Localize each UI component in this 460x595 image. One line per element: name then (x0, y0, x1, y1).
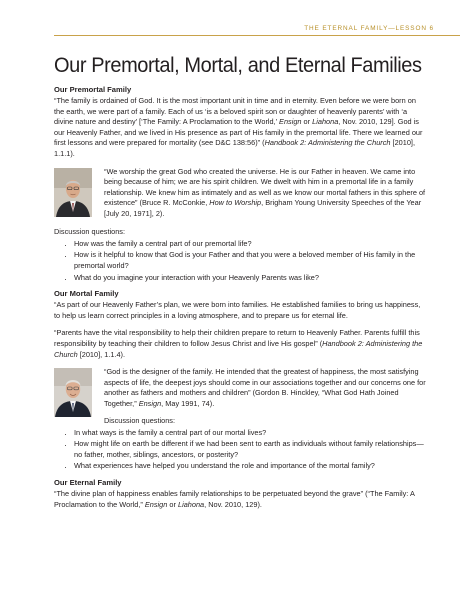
running-head-rule (54, 35, 460, 36)
mortal-paragraph-1: “As part of our Heavenly Father’s plan, we were born into families. He established families to bring us happiness, to help us learn correct principles in a loving atmosphere, and to prepare us for eternal life. (54, 300, 421, 320)
discussion-label-mortal: Discussion questions: (104, 415, 176, 425)
premortal-paragraph: “The family is ordained of God. It is the most important unit in time and in eternity. Even before we were born on the earth, we were part of a family. Each of us ‘is a beloved spirit son or daughter of heavenly parents’ with ‘a divine nature and destiny’ [‘The Family: A Proclamation to the World,’ Ensign or Liahona, Nov. 2010, 129]. God is our Heavenly Father, and we lived in His presence as part of His family in the premortal life. There we learned our first lessons and were prepared for mortality (see D&C 138:56)” (Handbook 2: Administering the Church [2010], 1.1.1). (54, 96, 423, 159)
list-item: • How might life on earth be different if we had been sent to earth as individuals without family relationships—no father, mother, siblings, ancestors, or posterity? (74, 439, 426, 460)
portrait-photo (54, 168, 92, 217)
portrait-man-icon (54, 168, 92, 217)
premortal-question-list (54, 239, 426, 283)
list-item: • What do you imagine your interaction with your Heavenly Parents was like? (74, 273, 426, 284)
mcconkie-quote: “We worship the great God who created the universe. He is our Father in heaven. We came into being because of him; we are his spirit children. We dwelt with him in a premortal life in a family relationship. We knew him as intimately and as well as we know our mortal fathers in this sphere of existence” (Bruce R. McConkie, How to Worship, Brigham Young University Speeches of the Year [July 20, 1971], 2). (104, 166, 426, 219)
list-item: • How is it helpful to know that God is your Father and that you were a beloved member of His family in the premortal world? (74, 250, 426, 271)
section-heading-eternal: Our Eternal Family (54, 478, 122, 487)
mortal-question-list (54, 428, 426, 472)
hinckley-quote-block (54, 367, 426, 427)
mcconkie-quote-block (54, 167, 426, 220)
section-heading-premortal: Our Premortal Family (54, 85, 132, 94)
mortal-paragraph-2: “Parents have the vital responsibility to help their children prepare to return to Heavenly Father. Parents fulfill this responsibility by teaching their children to follow Jesus Christ and live His gospel” (Handbook 2: Administering the Church [2010], 1.1.4). (54, 328, 423, 359)
section-heading-mortal: Our Mortal Family (54, 289, 119, 299)
list-item: • What experiences have helped you understand the role and importance of the mortal family? (74, 461, 426, 472)
eternal-paragraph: “The divine plan of happiness enables family relationships to be perpetuated beyond the grave” (“The Family: A Proclamation to the World,” Ensign or Liahona, Nov. 2010, 129). (54, 489, 415, 509)
page-body (54, 85, 426, 517)
portrait-photo (54, 368, 92, 417)
list-item: • In what ways is the family a central part of our mortal lives? (74, 428, 426, 439)
discussion-label-premortal: Discussion questions: (54, 226, 126, 236)
page-title: Our Premortal, Mortal, and Eternal Families (54, 53, 422, 77)
running-head: THE ETERNAL FAMILY—LESSON 6 (304, 25, 434, 32)
list-item: • How was the family a central part of our premortal life? (74, 239, 426, 250)
portrait-man-icon (54, 368, 92, 417)
hinckley-quote-column (104, 367, 426, 427)
hinckley-quote: “God is the designer of the family. He intended that the greatest of happiness, the most satisfying aspects of life, the deepest joys should come in our associations together and our concerns one for another as fathers and mothers and children” (Gordon B. Hinckley, “What God Hath Joined Together,” Ensign, May 1991, 74). (104, 367, 426, 408)
